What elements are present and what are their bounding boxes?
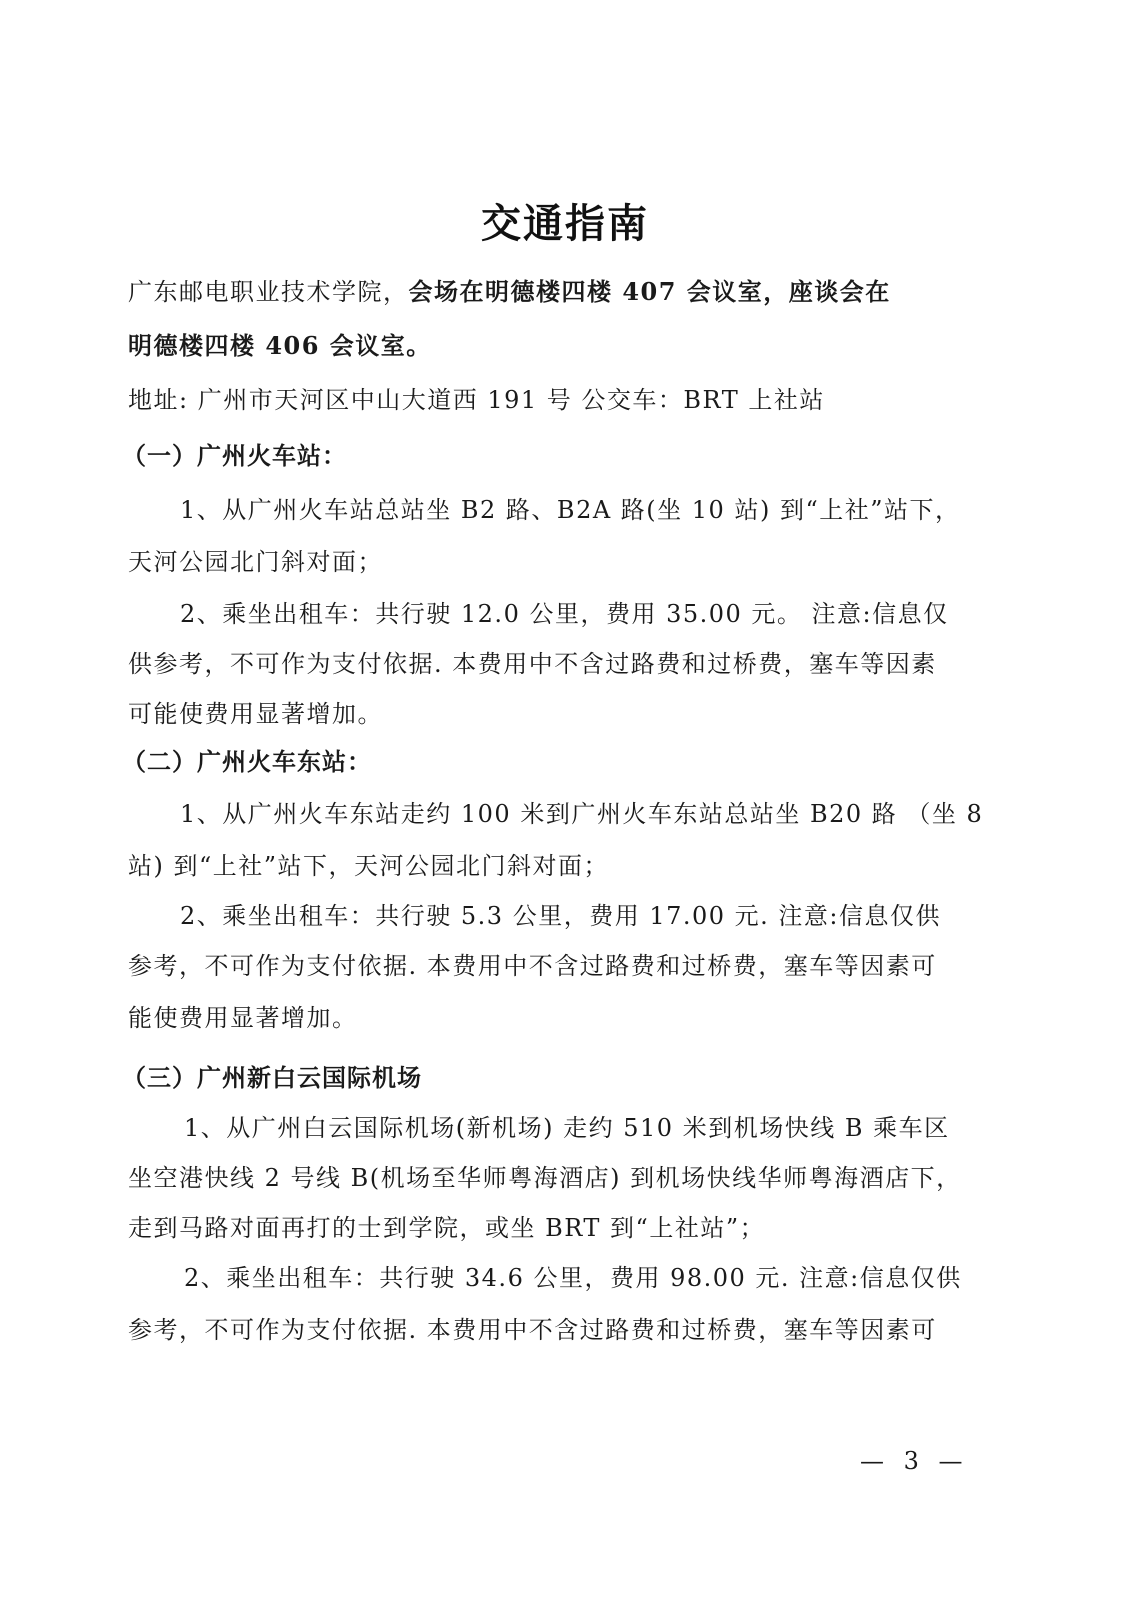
section-2-line-5: 能使费用显著增加。 — [128, 1004, 358, 1032]
section-3-line-2: 坐空港快线 2 号线 B(机场至华师粤海酒店) 到机场快线华师粤海酒店下， — [128, 1164, 962, 1192]
intro-venue-part1: 会场在明德楼四楼 407 会议室，座谈会在 — [408, 277, 891, 306]
page-title: 交通指南 — [481, 200, 649, 247]
section-1-line-5: 可能使费用显著增加。 — [128, 700, 383, 728]
section-heading-1: （一）广州火车站： — [122, 441, 347, 470]
intro-line-1 — [128, 276, 978, 308]
section-heading-3: （三）广州新白云国际机场 — [122, 1063, 422, 1092]
section-1-line-1: 1、从广州火车站总站坐 B2 路、B2A 路(坐 10 站) 到“上社”站下， — [180, 496, 961, 524]
section-3-line-4: 2、乘坐出租车：共行驶 34.6 公里，费用 98.00 元. 注意:信息仅供 — [184, 1264, 962, 1292]
section-3-line-5: 参考，不可作为支付依据. 本费用中不含过路费和过桥费，塞车等因素可 — [128, 1316, 937, 1344]
section-heading-2: （二）广州火车东站： — [122, 747, 372, 776]
section-3-line-3: 走到马路对面再打的士到学院，或坐 BRT 到“上社站”； — [128, 1214, 766, 1242]
address-line: 地址: 广州市天河区中山大道西 191 号 公交车：BRT 上社站 — [128, 386, 825, 414]
section-1-line-2: 天河公园北门斜对面； — [128, 548, 383, 576]
section-1-line-3: 2、乘坐出租车：共行驶 12.0 公里，费用 35.00 元。 注意:信息仅 — [180, 600, 949, 628]
intro-venue-part2: 明德楼四楼 406 会议室。 — [128, 331, 432, 360]
section-2-line-2: 站) 到“上社”站下，天河公园北门斜对面； — [128, 852, 610, 880]
section-2-line-1: 1、从广州火车东站走约 100 米到广州火车东站总站坐 B20 路 （坐 8 — [180, 800, 984, 828]
section-2-line-3: 2、乘坐出租车：共行驶 5.3 公里，费用 17.00 元. 注意:信息仅供 — [180, 902, 942, 930]
section-1-line-4: 供参考，不可作为支付依据. 本费用中不含过路费和过桥费，塞车等因素 — [128, 650, 937, 678]
section-3-line-1: 1、从广州白云国际机场(新机场) 走约 510 米到机场快线 B 乘车区 — [184, 1114, 950, 1142]
intro-lead: 广东邮电职业技术学院， — [128, 278, 409, 306]
page-number: — 3 — — [860, 1447, 969, 1475]
section-2-line-4: 参考，不可作为支付依据. 本费用中不含过路费和过桥费，塞车等因素可 — [128, 952, 937, 980]
